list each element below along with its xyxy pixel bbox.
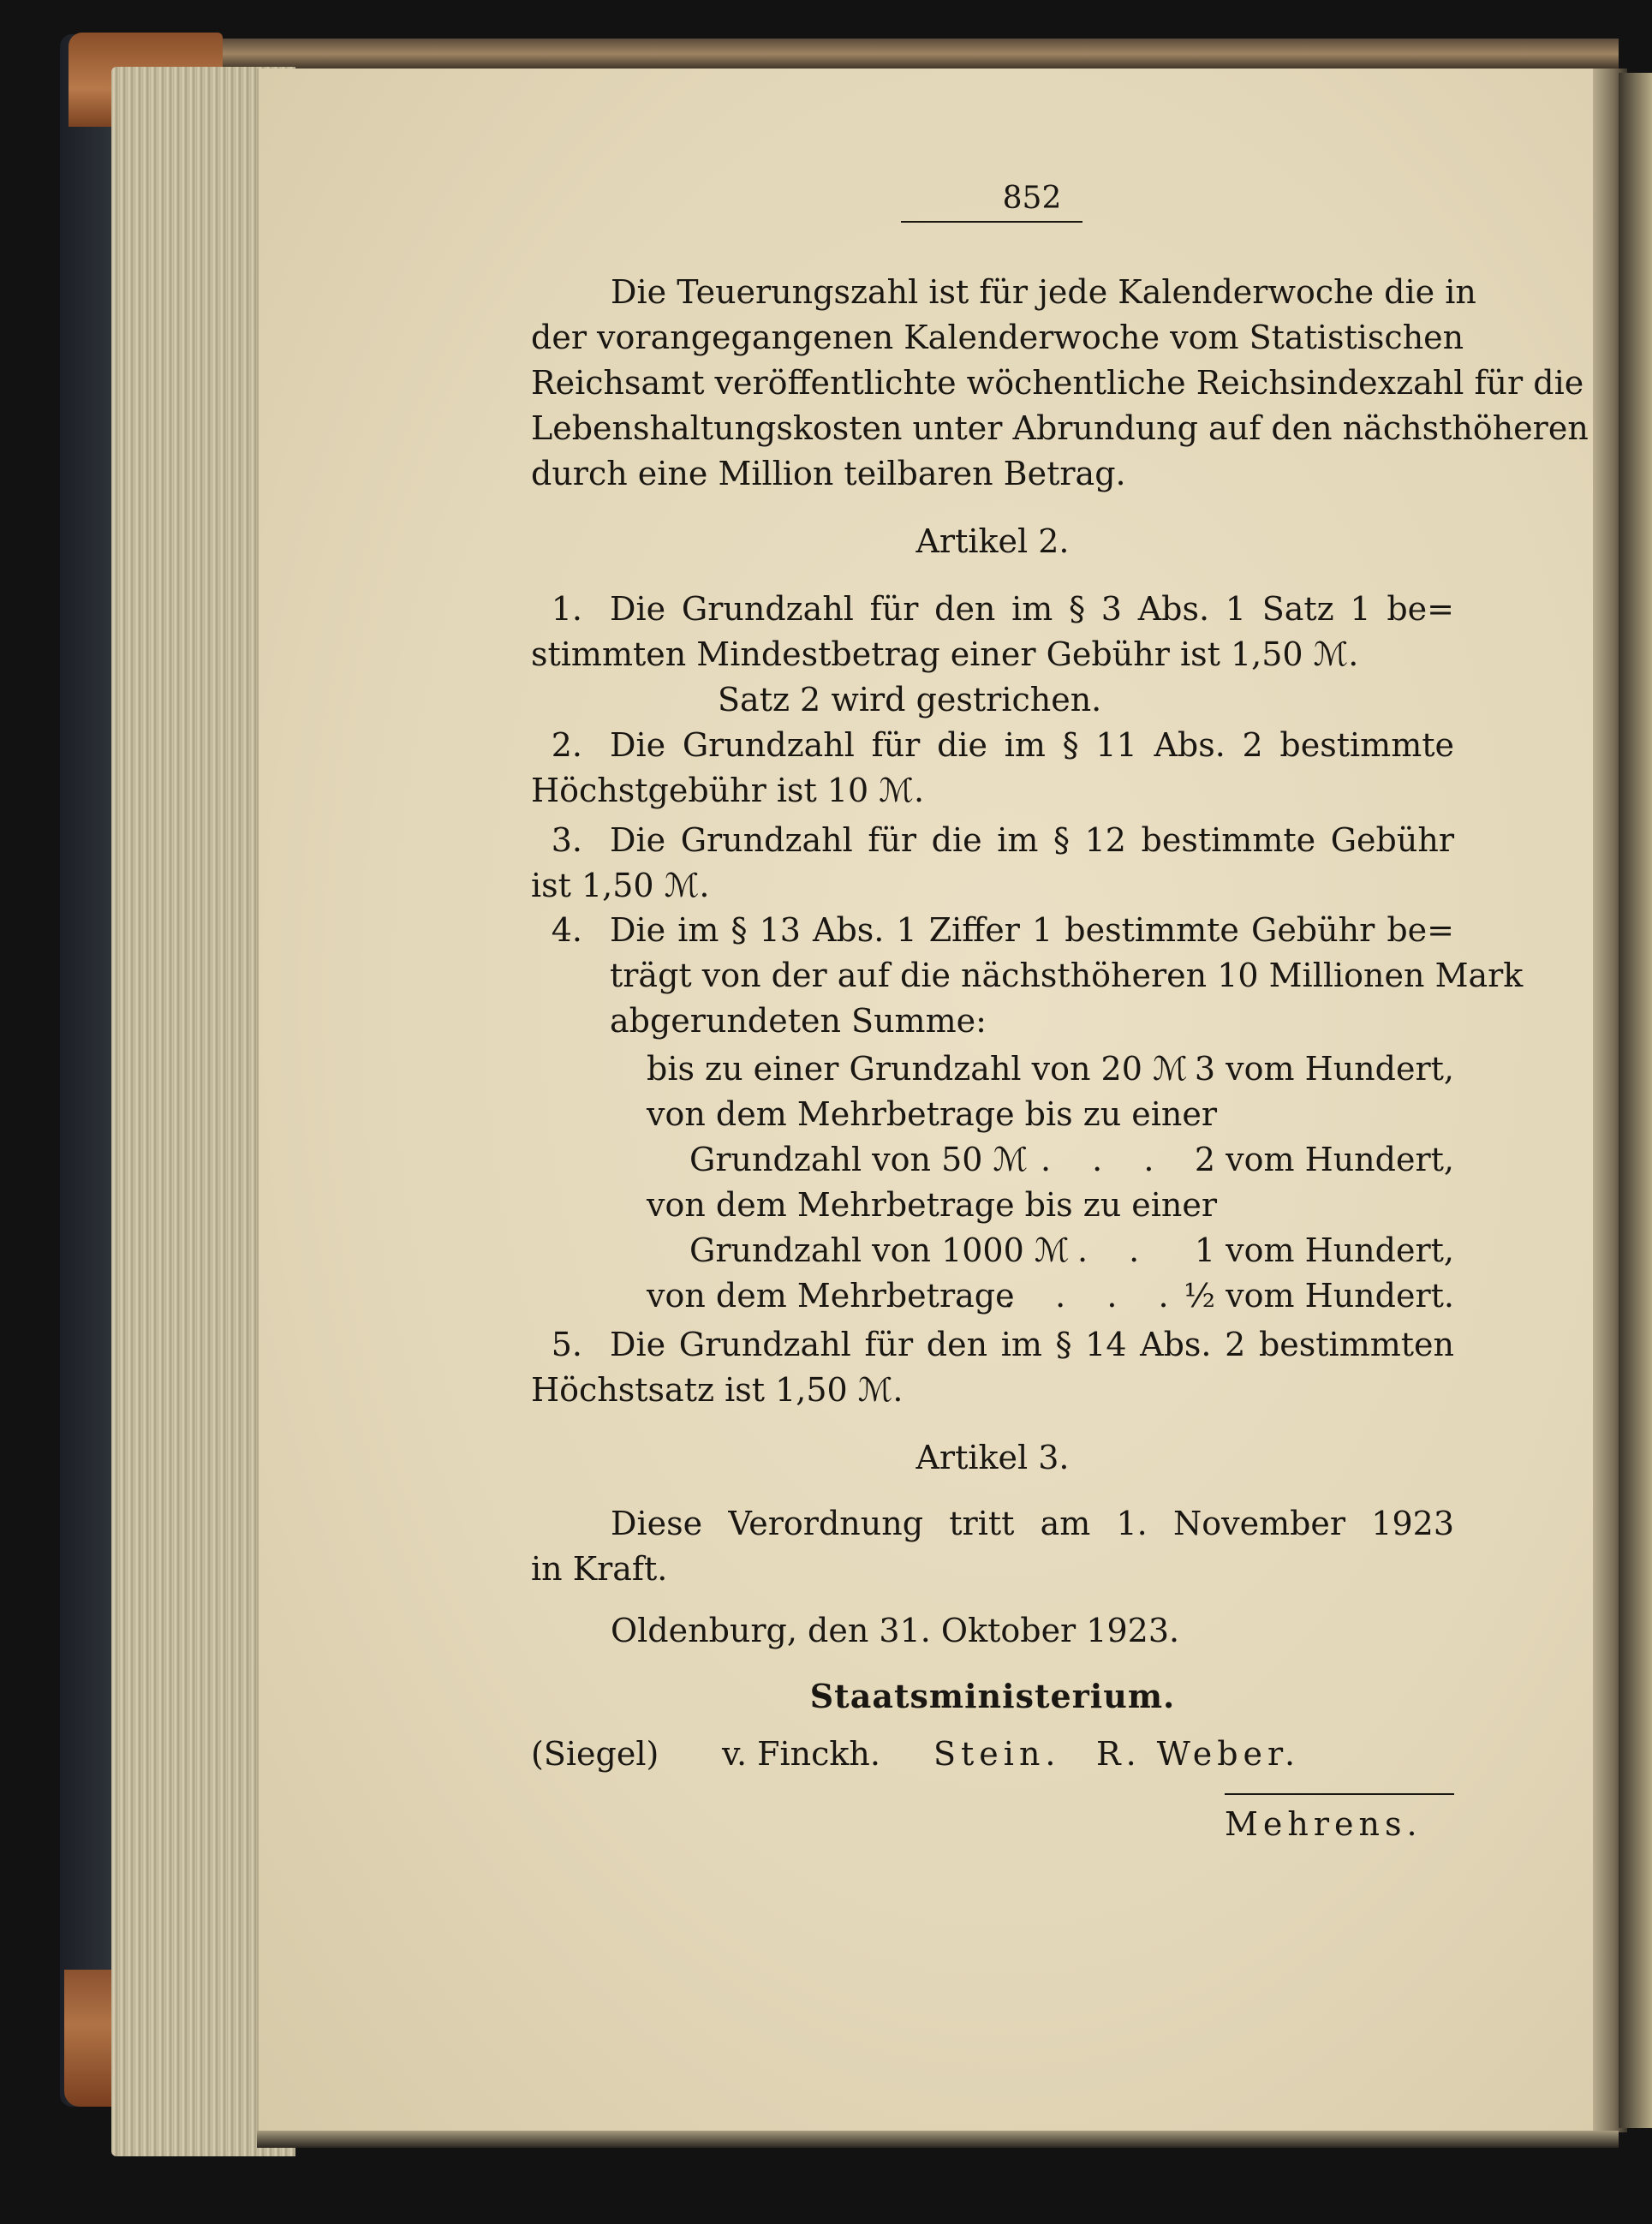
signatory: Stein.: [933, 1735, 1061, 1773]
item-number: 1.: [551, 590, 582, 628]
page-number-rule: [901, 221, 1082, 223]
intro-line: Reichsamt veröffentlichte wöchentliche Reichsindexzahl für die: [531, 364, 1584, 402]
schedule-label: von dem Mehrbetrage: [647, 1277, 1015, 1315]
page-bottom-shadow: [257, 2131, 1619, 2148]
item-line: Die Grundzahl für die im § 11 Abs. 2 bestimmte: [610, 726, 1454, 764]
item-line: trägt von der auf die nächsthöheren 10 Millionen Mark: [610, 957, 1524, 994]
authority-heading: Staatsministerium.: [809, 1677, 1176, 1715]
schedule-value: 1 vom Hundert,: [1194, 1231, 1454, 1269]
article-3-line: Diese Verordnung tritt am 1. November 1923: [611, 1505, 1454, 1542]
cover-top-edge: [197, 39, 1619, 69]
schedule-value: 2 vom Hundert,: [1194, 1141, 1454, 1178]
item-line: ist 1,50 ℳ.: [531, 867, 710, 904]
item-number: 2.: [551, 726, 582, 764]
countersignature: Mehrens.: [1225, 1805, 1422, 1843]
intro-line: Die Teuerungszahl ist für jede Kalenderwoche die in: [611, 273, 1476, 311]
signatory: v. Finckh.: [722, 1735, 880, 1773]
signatory: R. Weber.: [1096, 1735, 1301, 1773]
schedule-value: ½ vom Hundert.: [1184, 1277, 1454, 1315]
item-number: 5.: [551, 1326, 582, 1363]
schedule-dots: . . . .: [1004, 1277, 1184, 1315]
item-line: Die Grundzahl für den im § 3 Abs. 1 Satz 1 be=: [610, 590, 1454, 628]
intro-line: durch eine Million teilbaren Betrag.: [531, 455, 1126, 492]
article-3-heading: Artikel 3.: [915, 1439, 1070, 1476]
item-line: Die im § 13 Abs. 1 Ziffer 1 bestimmte Gebühr be=: [610, 911, 1454, 949]
place-date: Oldenburg, den 31. Oktober 1923.: [611, 1612, 1180, 1649]
intro-line: der vorangegangenen Kalenderwoche vom Statistischen: [531, 319, 1464, 356]
schedule-dots: . .: [1077, 1231, 1155, 1269]
countersign-rule: [1225, 1793, 1454, 1795]
schedule-label: bis zu einer Grundzahl von 20 ℳ: [647, 1050, 1188, 1088]
item-line: abgerundeten Summe:: [610, 1002, 987, 1040]
item-line: Satz 2 wird gestrichen.: [718, 681, 1102, 718]
seal-label: (Siegel): [531, 1735, 659, 1773]
item-line: Die Grundzahl für den im § 14 Abs. 2 bestimmten: [610, 1326, 1454, 1363]
schedule-value: 3 vom Hundert,: [1194, 1050, 1454, 1088]
intro-line: Lebenshaltungskosten unter Abrundung auf den nächsthöheren: [531, 409, 1589, 447]
article-3-line: in Kraft.: [531, 1550, 668, 1588]
item-number: 4.: [551, 911, 582, 949]
schedule-label: von dem Mehrbetrage bis zu einer: [647, 1095, 1218, 1133]
schedule-label: von dem Mehrbetrage bis zu einer: [647, 1186, 1218, 1224]
schedule-dots: . . .: [1041, 1141, 1170, 1178]
item-line: Höchstgebühr ist 10 ℳ.: [531, 772, 925, 809]
item-line: stimmten Mindestbetrag einer Gebühr ist 1,50 ℳ.: [531, 635, 1359, 673]
article-2-heading: Artikel 2.: [915, 522, 1070, 560]
item-number: 3.: [551, 821, 582, 859]
item-line: Höchstsatz ist 1,50 ℳ.: [531, 1371, 904, 1409]
schedule-label: Grundzahl von 50 ℳ: [689, 1141, 1029, 1178]
page-number: 852: [1002, 181, 1062, 216]
item-line: Die Grundzahl für die im § 12 bestimmte Gebühr: [610, 821, 1454, 859]
schedule-label: Grundzahl von 1000 ℳ: [689, 1231, 1070, 1269]
facing-page-edge: [1619, 73, 1652, 2128]
